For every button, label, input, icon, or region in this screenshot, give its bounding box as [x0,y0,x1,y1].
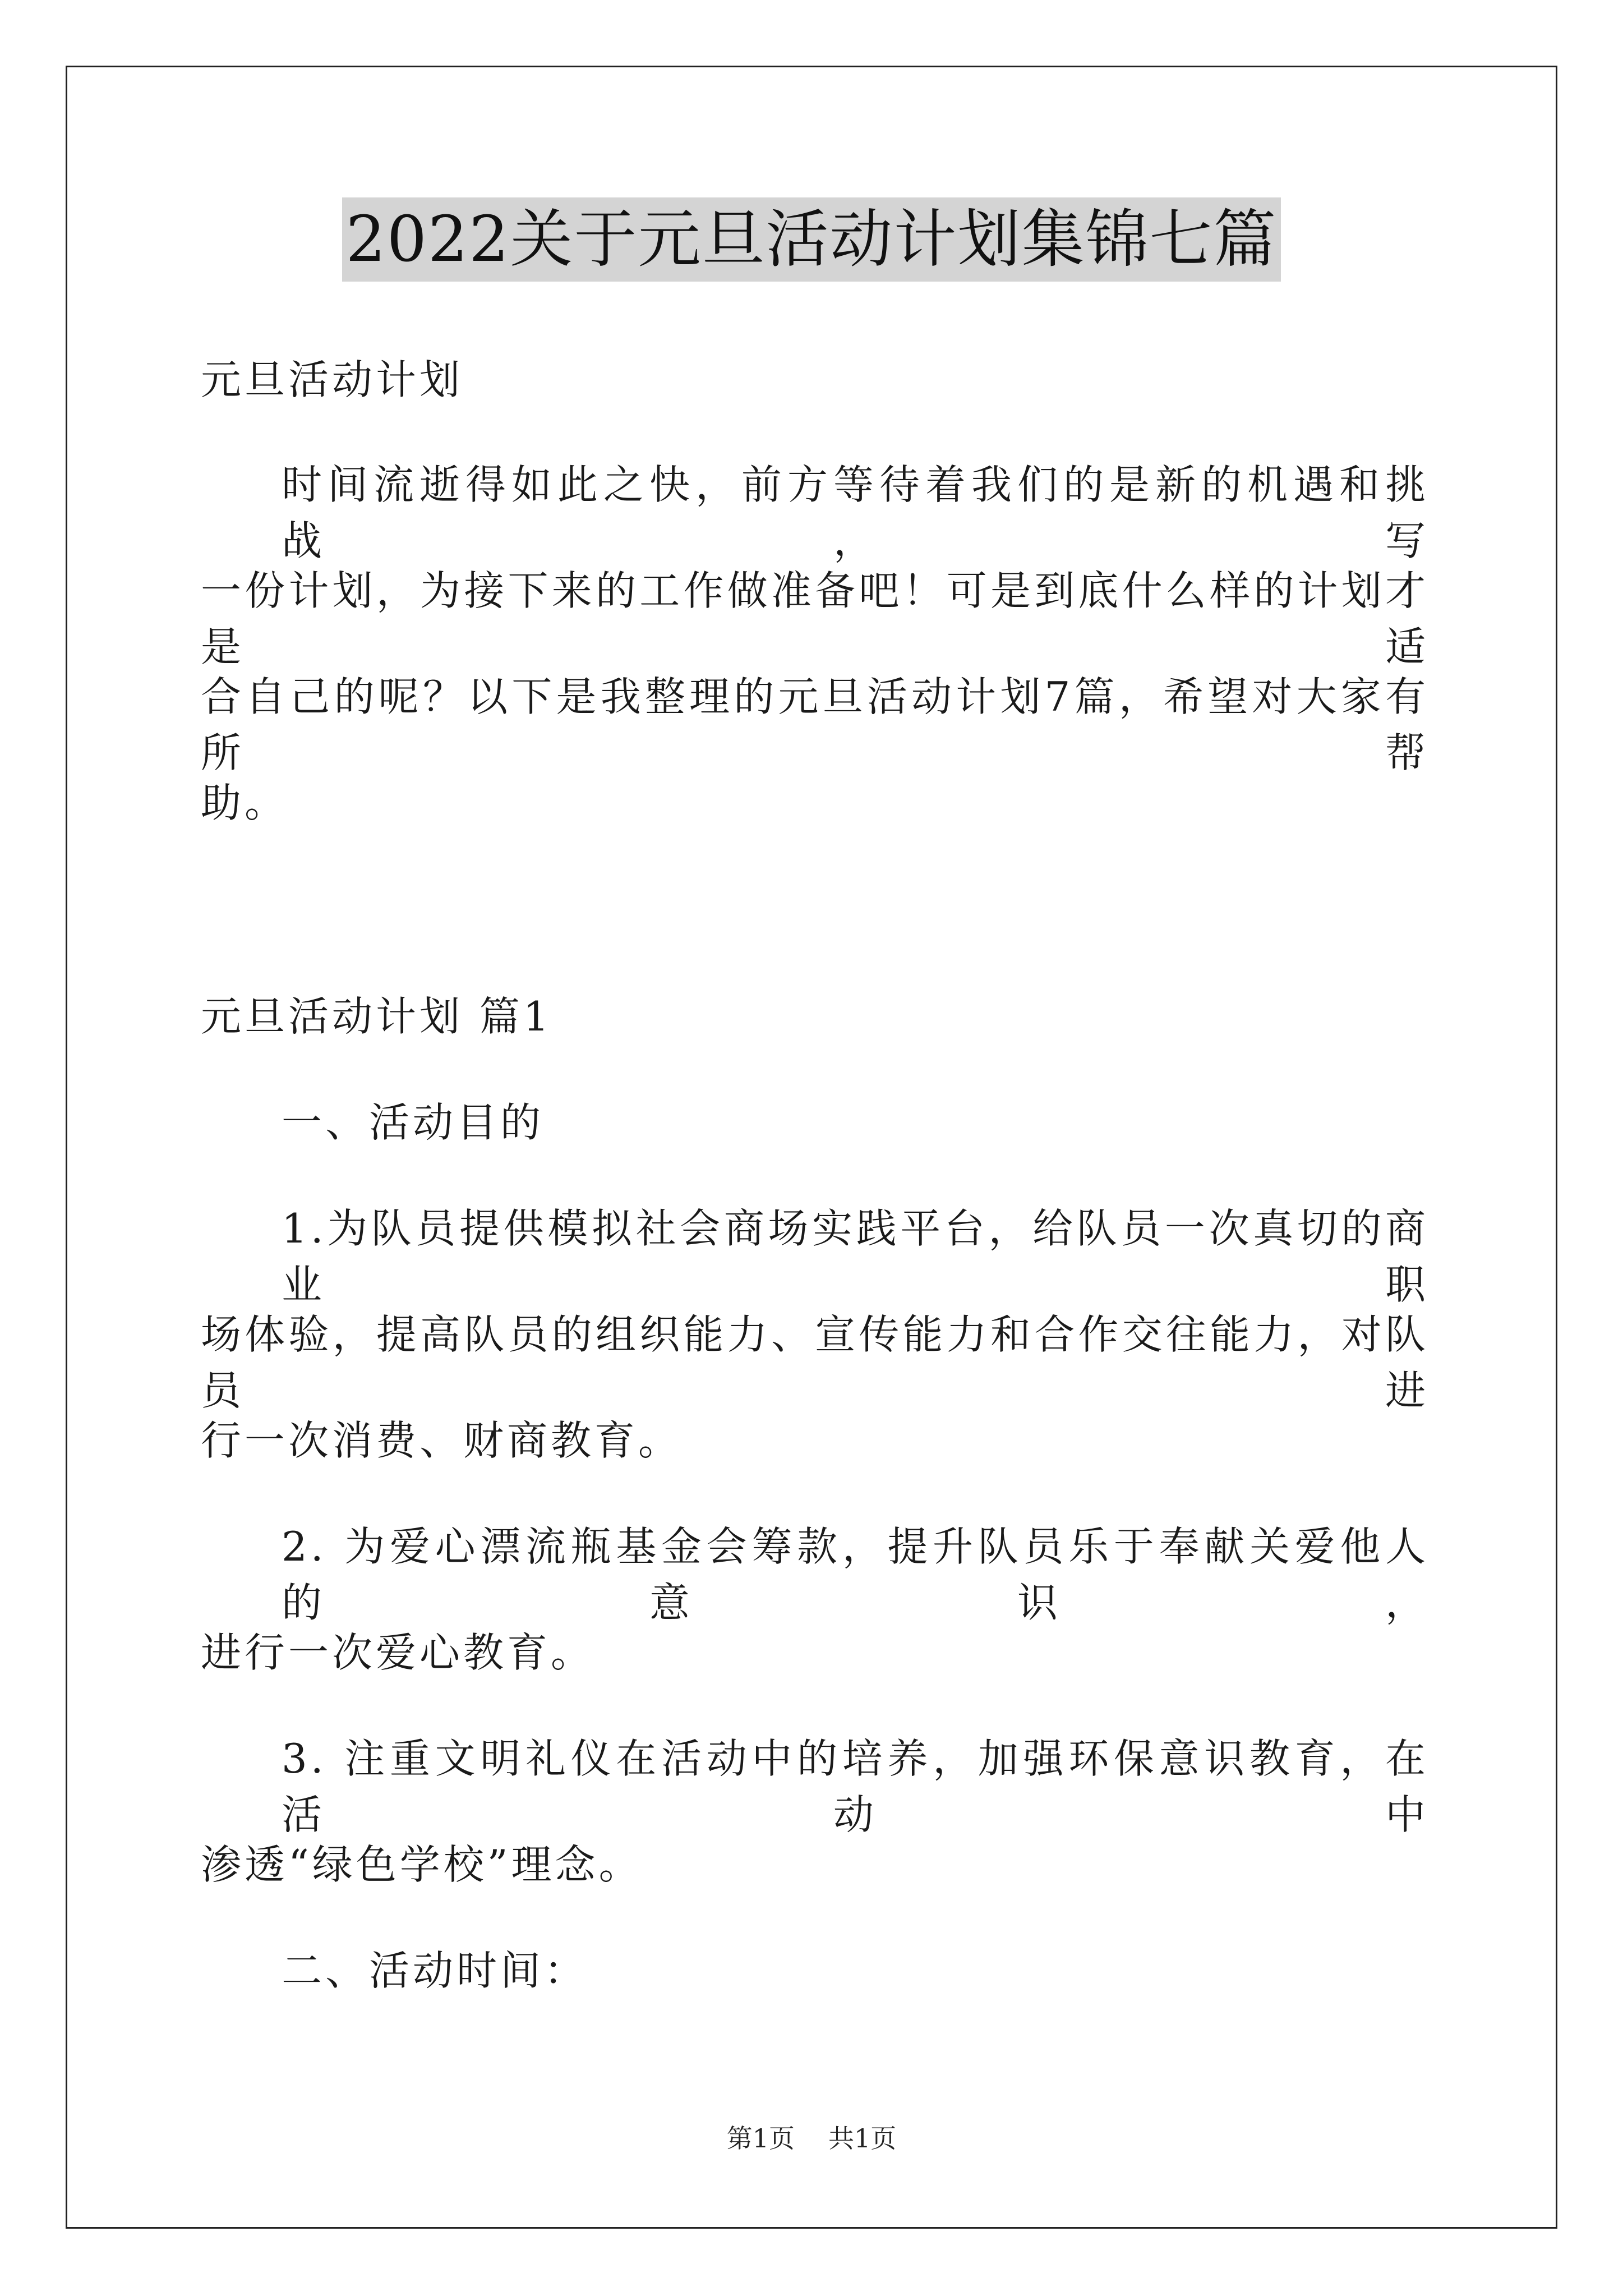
page-number: 第1页 [726,2123,795,2154]
item-2-line: 进行一次爱心教育。 [201,1629,595,1676]
item-3-line: 渗透“绿色学校”理念。 [201,1841,643,1888]
intro-line: 助。 [201,779,289,826]
document-title: 2022关于元旦活动计划集锦七篇 [342,197,1280,282]
intro-line: 一份计划，为接下来的工作做准备吧！可是到底什么样的计划才是适 [201,567,1429,670]
intro-line: 时间流逝得如此之快，前方等待着我们的是新的机遇和挑战，写 [282,461,1429,564]
page-total: 共1页 [828,2123,897,2154]
title-container [0,197,1623,282]
heading-time: 二、活动时间： [282,1947,588,1994]
item-1-line: 场体验，提高队员的组织能力、宣传能力和合作交往能力，对队员进 [201,1311,1429,1414]
subtitle: 元旦活动计划 [201,356,464,403]
item-3-line: 3. 注重文明礼仪在活动中的培养，加强环保意识教育，在活动中 [282,1735,1429,1838]
item-1-line: 行一次消费、财商教育。 [201,1417,683,1464]
heading-purpose: 一、活动目的 [282,1099,545,1146]
intro-line: 合自己的呢？以下是我整理的元旦活动计划7篇，希望对大家有所帮 [201,673,1429,776]
item-2-line: 2. 为爱心漂流瓶基金会筹款，提升队员乐于奉献关爱他人的意识， [282,1523,1429,1626]
section-heading: 元旦活动计划 篇1 [201,993,552,1040]
item-1-line: 1.为队员提供模拟社会商场实践平台，给队员一次真切的商业职 [282,1205,1429,1308]
page-footer [0,2122,1623,2155]
